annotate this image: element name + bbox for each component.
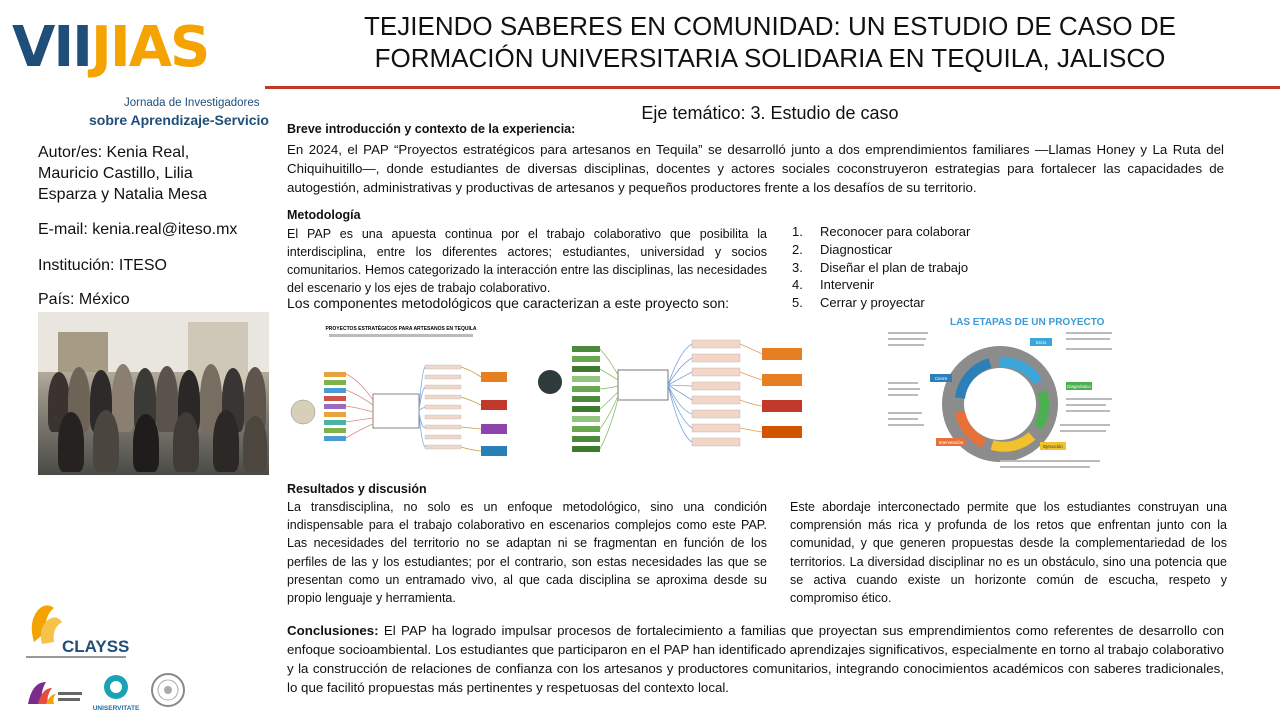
uniservitate-wordmark: UNISERVITATE: [92, 705, 140, 712]
authors-line-1: Autor/es: Kenia Real,: [38, 144, 190, 161]
author-email: E-mail: kenia.real@iteso.mx: [38, 221, 238, 238]
step-number: 5.: [792, 295, 803, 311]
step-label: Diseñar el plan de trabajo: [820, 259, 969, 275]
step-item: [792, 276, 970, 294]
stage-label: Cierre: [934, 376, 948, 381]
jias-logo: [12, 15, 209, 80]
step-item: [792, 294, 970, 312]
components-intro: Los componentes metodológicos que caracterizan a este proyecto son:: [287, 295, 730, 311]
author-institution: Institución: ITESO: [38, 257, 167, 274]
logo-j-text: J: [91, 15, 110, 80]
eje-tematico: Eje temático: 3. Estudio de caso: [641, 103, 899, 123]
university-seal-logo: [150, 672, 186, 708]
resultados-text-2: Este abordaje interconectado permite que los estudiantes construyan una comprensión más rica y profunda de los retos que enfrentan junto con la comunidad, y que generen propuestas desde la complementariedad de los territorios. La diversidad disciplinar no es un obstáculo, sino una potencia que se activa cuando existe un horizonte común de escucha, respeto y compromiso ético.: [790, 500, 1227, 606]
steps-list: [792, 223, 970, 312]
logo-ias-text: IAS: [109, 15, 209, 80]
group-photo: [38, 312, 269, 475]
step-item: [792, 241, 970, 259]
step-label: Reconocer para colaborar: [820, 224, 971, 239]
step-item: [792, 259, 970, 277]
stage-label: Intervención: [938, 440, 964, 445]
conclusiones-text: El PAP ha logrado impulsar procesos de fortalecimiento a familias que proyectan sus emprendimientos como referentes de desarrollo con enfoque socioambiental. Los estudiantes que participaron en el PAP han identificado aprendizajes significativos, especialmente en torno al trabajo colaborativo y la construcción de relaciones de confianza con los artesanos y productores comunitarios, integrando conocimientos académicos con saberes tradicionales, lo que facilitó propuestas más pertinentes y respetuosas del contexto local.: [287, 623, 1224, 695]
clayss-logo: [24, 602, 134, 662]
resultados-heading: Resultados y discusión: [287, 482, 427, 496]
step-number: 1.: [792, 224, 803, 239]
poster-title: TEJIENDO SABERES EN COMUNIDAD: UN ESTUDIO DE CASO DE FORMACIÓN UNIVERSITARIA SOLIDARIA EN TEQUILA, JALISCO: [364, 11, 1176, 73]
metodologia-heading: Metodología: [287, 208, 361, 222]
interdisciplinary-diagram: [289, 320, 513, 470]
logo-vii-text: VII: [12, 15, 92, 80]
clayss-wordmark: CLAYSS: [62, 637, 130, 656]
stage-label: Diagnóstico: [1067, 384, 1091, 389]
red-iberoamericana-logo: [24, 676, 84, 710]
step-number: 4.: [792, 277, 803, 293]
authors-line-2: Mauricio Castillo, Lilia: [38, 165, 193, 182]
stage-label: Inicio: [1035, 340, 1047, 345]
conclusiones-block: [287, 621, 1224, 697]
step-number: 3.: [792, 259, 803, 275]
intro-heading: Breve introducción y contexto de la experiencia:: [287, 122, 576, 136]
stage-label: Ejecución: [1043, 444, 1063, 449]
metodologia-text: El PAP es una apuesta continua por el trabajo colaborativo que posibilita la interdisciplina, entre los diferentes actores; estudiantes, universidad y socios comunitarios. Hemos categorizado la interacción entre las disciplinas, las necesidades del escenario y los ejes de trabajo colaborativo.: [287, 227, 767, 295]
step-item: [792, 223, 970, 241]
uniservitate-logo: [92, 672, 140, 712]
resultados-text-1: La transdisciplina, no solo es un enfoque metodológico, sino una condición indispensable para el trabajo colaborativo en escenarios complejos como este PAP. Las necesidades del territorio no se adaptan ni se fragmentan en función de los perfiles de las y los estudiantes; por el contrario, son estas necesidades las que se presentan como un entramado vivo, al que cada disciplina se aproxima desde su propio lenguaje y herramienta.: [287, 500, 767, 606]
step-label: Intervenir: [820, 277, 875, 293]
axes-diagram: [530, 320, 820, 470]
title-divider: [265, 86, 1280, 89]
step-number: 2.: [792, 241, 803, 257]
diagram-3-title: LAS ETAPAS DE UN PROYECTO: [950, 317, 1105, 328]
step-label: Diagnosticar: [820, 241, 893, 257]
authors-line-3: Esparza y Natalia Mesa: [38, 186, 207, 203]
diagram-1-title: PROYECTOS ESTRATÉGICOS PARA ARTESANOS EN TEQUILA: [325, 326, 477, 332]
intro-text: En 2024, el PAP “Proyectos estratégicos para artesanos en Tequila” se desarrolló junto a dos emprendimientos familiares —Llamas Honey y La Ruta del Chiquihuitillo—, donde estudiantes de diversas disciplinas, docentes y actores sociales coconstruyeron estrategias para fortalecer las capacidades de autogestión, administrativas y productivas de artesanos y pequeños productores frente a los desafíos de su territorio.: [287, 142, 1224, 195]
project-stages-diagram: [880, 312, 1120, 482]
author-country: País: México: [38, 291, 130, 308]
logo-subtitle-2: sobre Aprendizaje-Servicio: [89, 112, 269, 128]
step-label: Cerrar y proyectar: [820, 295, 925, 311]
logo-subtitle-1: Jornada de Investigadores: [124, 97, 260, 109]
conclusiones-label: Conclusiones:: [287, 623, 379, 638]
